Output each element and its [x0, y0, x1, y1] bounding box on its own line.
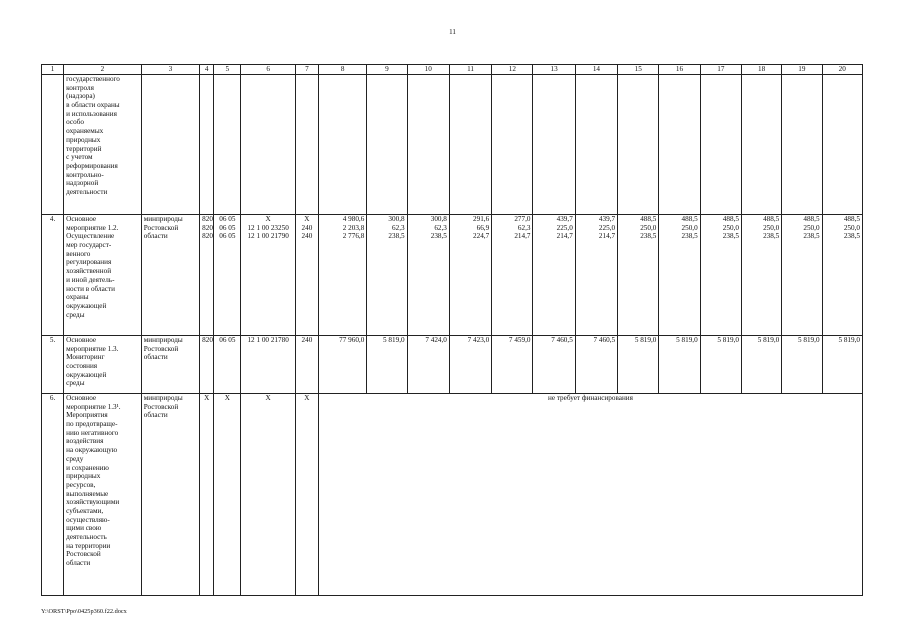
name-line: хозяйствующими	[66, 498, 120, 507]
cell-exec	[141, 215, 199, 336]
cell-c4: Х	[200, 394, 214, 596]
name-line: Основное	[66, 336, 97, 344]
code-line: 240	[301, 223, 313, 232]
cell-c5	[214, 215, 241, 336]
name-line: среды	[66, 379, 85, 388]
column-header: 8	[318, 65, 366, 75]
name-line: Ростовской	[66, 550, 101, 559]
cell-value	[533, 215, 575, 336]
value-line: 238,5	[803, 232, 820, 241]
column-header: 20	[822, 65, 862, 75]
value-line: 488,5	[722, 215, 739, 223]
cell-value: 5 819,0	[741, 336, 781, 394]
name-line: области	[66, 559, 91, 568]
value-line: 66,9	[476, 223, 490, 232]
cell-value: 7 460,5	[533, 336, 575, 394]
value-line: 238,5	[681, 232, 698, 241]
cell-value: 7 460,5	[575, 336, 617, 394]
table-row	[42, 75, 863, 215]
budget-table	[41, 64, 863, 596]
name-line: среды	[66, 310, 85, 319]
name-line: с учетом	[66, 153, 93, 162]
no-funding-note: не требует финансирования	[318, 394, 862, 596]
code-line: Х	[304, 215, 310, 223]
name-line: регулирования	[66, 258, 112, 267]
cell-value: 5 819,0	[700, 336, 741, 394]
value-line: 488,5	[843, 215, 860, 223]
cell-value: 5 819,0	[782, 336, 822, 394]
cell-c4	[200, 215, 214, 336]
cell-num: 5.	[42, 336, 64, 394]
value-line: 214,7	[556, 232, 573, 241]
value-line: 62,3	[434, 223, 447, 232]
name-line: ности в области	[66, 284, 115, 293]
code-line: 820	[202, 232, 213, 241]
value-line: 439,7	[598, 215, 616, 223]
column-header: 6	[241, 65, 295, 75]
cell-name	[64, 215, 142, 336]
name-line: щими свою	[66, 524, 102, 533]
value-line: 238,5	[388, 232, 405, 241]
column-header: 10	[407, 65, 449, 75]
name-line: природных	[66, 472, 101, 481]
cell-value	[700, 215, 741, 336]
name-line: контрольно-	[66, 170, 104, 179]
executor-line: Ростовской	[143, 402, 179, 411]
executor-line: минприроды	[143, 336, 183, 344]
value-line: 62,3	[392, 223, 405, 232]
name-line: ресурсов,	[66, 480, 96, 489]
value-line: 214,7	[598, 232, 616, 241]
code-line: 12 1 00 21790	[247, 232, 289, 241]
name-line: мероприятие 1.3.	[66, 344, 119, 353]
value-line: 488,5	[763, 215, 780, 223]
name-line: осуществляю-	[66, 515, 110, 524]
cell-name	[64, 336, 142, 394]
table-row	[42, 215, 863, 336]
column-header: 17	[700, 65, 741, 75]
cell-c5: Х	[214, 394, 241, 596]
cell-value: 5 819,0	[618, 336, 659, 394]
column-header: 13	[533, 65, 575, 75]
value-line: 250,0	[722, 223, 739, 232]
value-line: 225,0	[556, 223, 573, 232]
cell-c7	[295, 215, 318, 336]
cell-value: 7 424,0	[407, 336, 449, 394]
value-line: 238,5	[722, 232, 739, 241]
value-line: 238,5	[843, 232, 860, 241]
executor-line: Ростовской	[143, 344, 179, 353]
value-line: 2 776,8	[342, 232, 365, 241]
cell-value	[318, 215, 366, 336]
code-line: 820	[202, 223, 213, 232]
name-line: и иной деятель-	[66, 275, 115, 284]
name-line: Основное	[66, 394, 97, 402]
name-line: охраны	[66, 293, 89, 302]
name-line: Основное	[66, 215, 97, 223]
cell-value: 5 819,0	[367, 336, 407, 394]
value-line: 250,0	[843, 223, 860, 232]
name-line: венного	[66, 249, 91, 258]
value-line: 250,0	[681, 223, 698, 232]
executor-line: области	[143, 232, 168, 241]
cell-value	[407, 215, 449, 336]
name-line: на территории	[66, 541, 111, 550]
cell-num: 6.	[42, 394, 64, 596]
value-line: 300,8	[388, 215, 405, 223]
cell-name	[64, 394, 142, 596]
name-line: деятельность	[66, 533, 107, 541]
value-line: 238,5	[430, 232, 447, 241]
cell-c6: Х	[241, 394, 295, 596]
name-line: среду	[66, 454, 84, 463]
cell-value	[822, 215, 862, 336]
value-line: 224,7	[473, 232, 490, 241]
name-line: Мероприятия	[66, 411, 108, 420]
name-line: надзорной	[66, 179, 99, 188]
name-line: (надзора)	[66, 92, 95, 101]
name-line: состояния	[66, 362, 98, 371]
column-header: 2	[64, 65, 142, 75]
name-line: воздействия	[66, 437, 104, 446]
cell-num: 4.	[42, 215, 64, 336]
value-line: 225,0	[598, 223, 616, 232]
name-line: мероприятие 1.3¹.	[66, 402, 121, 411]
value-line: 277,0	[514, 215, 531, 223]
page-number: 11	[449, 28, 456, 36]
name-line: охраняемых	[66, 127, 104, 136]
cell-value	[449, 215, 491, 336]
code-line: 06 05	[219, 223, 236, 232]
cell-value	[575, 215, 617, 336]
code-line: Х	[265, 215, 271, 223]
name-line: и использования	[66, 109, 117, 118]
executor-line: области	[143, 411, 168, 420]
column-header: 12	[492, 65, 533, 75]
name-line: территорий	[66, 144, 102, 153]
column-header: 5	[214, 65, 241, 75]
value-line: 214,7	[514, 232, 531, 241]
executor-line: Ростовской	[143, 223, 179, 232]
cell-c7: Х	[295, 394, 318, 596]
name-line: по предотвраще-	[66, 420, 118, 429]
cell-num	[42, 75, 64, 215]
name-line: окружающей	[66, 370, 107, 379]
file-path-footer: Y:\ORST\Ppo\0425p360.f22.docx	[41, 608, 127, 615]
cell-c7: 240	[295, 336, 318, 394]
value-line: 291,6	[473, 215, 490, 223]
cell-exec	[141, 75, 199, 215]
name-line: особо	[66, 118, 84, 127]
name-line: и сохранению	[66, 463, 109, 472]
cell-value: 5 819,0	[659, 336, 700, 394]
cell-value	[492, 215, 533, 336]
cell-exec	[141, 336, 199, 394]
column-header: 18	[741, 65, 781, 75]
name-line: выполняемые	[66, 489, 109, 498]
name-line: окружающей	[66, 301, 107, 310]
executor-line: минприроды	[143, 394, 183, 402]
cell-value: 5 819,0	[822, 336, 862, 394]
code-line: 12 1 00 23250	[247, 223, 289, 232]
name-line: хозяйственной	[66, 267, 112, 276]
value-line: 250,0	[803, 223, 820, 232]
name-line: контроля	[66, 83, 94, 92]
cell-c5: 06 05	[214, 336, 241, 394]
code-line: 06 05	[219, 232, 236, 241]
cell-value: 7 423,0	[449, 336, 491, 394]
cell-exec	[141, 394, 199, 596]
cell-value: 7 459,0	[492, 336, 533, 394]
name-line: нию негативного	[66, 428, 119, 437]
name-line: реформирования	[66, 161, 118, 170]
name-line: государственного	[66, 75, 120, 83]
name-line: субъектами,	[66, 506, 104, 515]
column-header: 14	[575, 65, 617, 75]
executor-line: минприроды	[143, 215, 183, 223]
value-line: 250,0	[763, 223, 780, 232]
column-header: 1	[42, 65, 64, 75]
column-header: 16	[659, 65, 700, 75]
value-line: 62,3	[517, 223, 531, 232]
value-line: 488,5	[640, 215, 657, 223]
name-line: на окружающую	[66, 446, 118, 455]
column-header: 9	[367, 65, 407, 75]
cell-name	[64, 75, 142, 215]
header-row	[42, 65, 863, 75]
cell-value	[782, 215, 822, 336]
column-header: 4	[200, 65, 214, 75]
cell-value	[659, 215, 700, 336]
cell-c6: 12 1 00 21780	[241, 336, 295, 394]
code-line: 06 05	[219, 215, 236, 223]
cell-c4: 820	[200, 336, 214, 394]
name-line: мер государст-	[66, 241, 112, 250]
name-line: природных	[66, 135, 101, 144]
column-header: 3	[141, 65, 199, 75]
cell-value	[618, 215, 659, 336]
value-line: 488,5	[681, 215, 698, 223]
value-line: 2 203,8	[342, 223, 365, 232]
cell-value: 77 960,0	[318, 336, 366, 394]
column-header: 7	[295, 65, 318, 75]
table-row	[42, 336, 863, 394]
value-line: 439,7	[556, 215, 573, 223]
table-row	[42, 394, 863, 596]
cell-value	[367, 215, 407, 336]
cell-c6	[241, 215, 295, 336]
code-line: 240	[301, 232, 313, 241]
value-line: 488,5	[803, 215, 820, 223]
value-line: 238,5	[640, 232, 657, 241]
name-line: Осуществление	[66, 232, 115, 241]
code-line: 820	[202, 215, 213, 223]
column-header: 15	[618, 65, 659, 75]
column-header: 19	[782, 65, 822, 75]
name-line: деятельности	[66, 187, 108, 196]
name-line: в области охраны	[66, 101, 120, 110]
value-line: 4 980,6	[342, 215, 365, 223]
name-line: Мониторинг	[66, 353, 105, 362]
executor-line: области	[143, 353, 168, 362]
value-line: 300,8	[430, 215, 447, 223]
value-line: 238,5	[763, 232, 780, 241]
value-line: 250,0	[640, 223, 657, 232]
column-header: 11	[449, 65, 491, 75]
name-line: мероприятие 1.2.	[66, 223, 119, 232]
cell-value	[741, 215, 781, 336]
